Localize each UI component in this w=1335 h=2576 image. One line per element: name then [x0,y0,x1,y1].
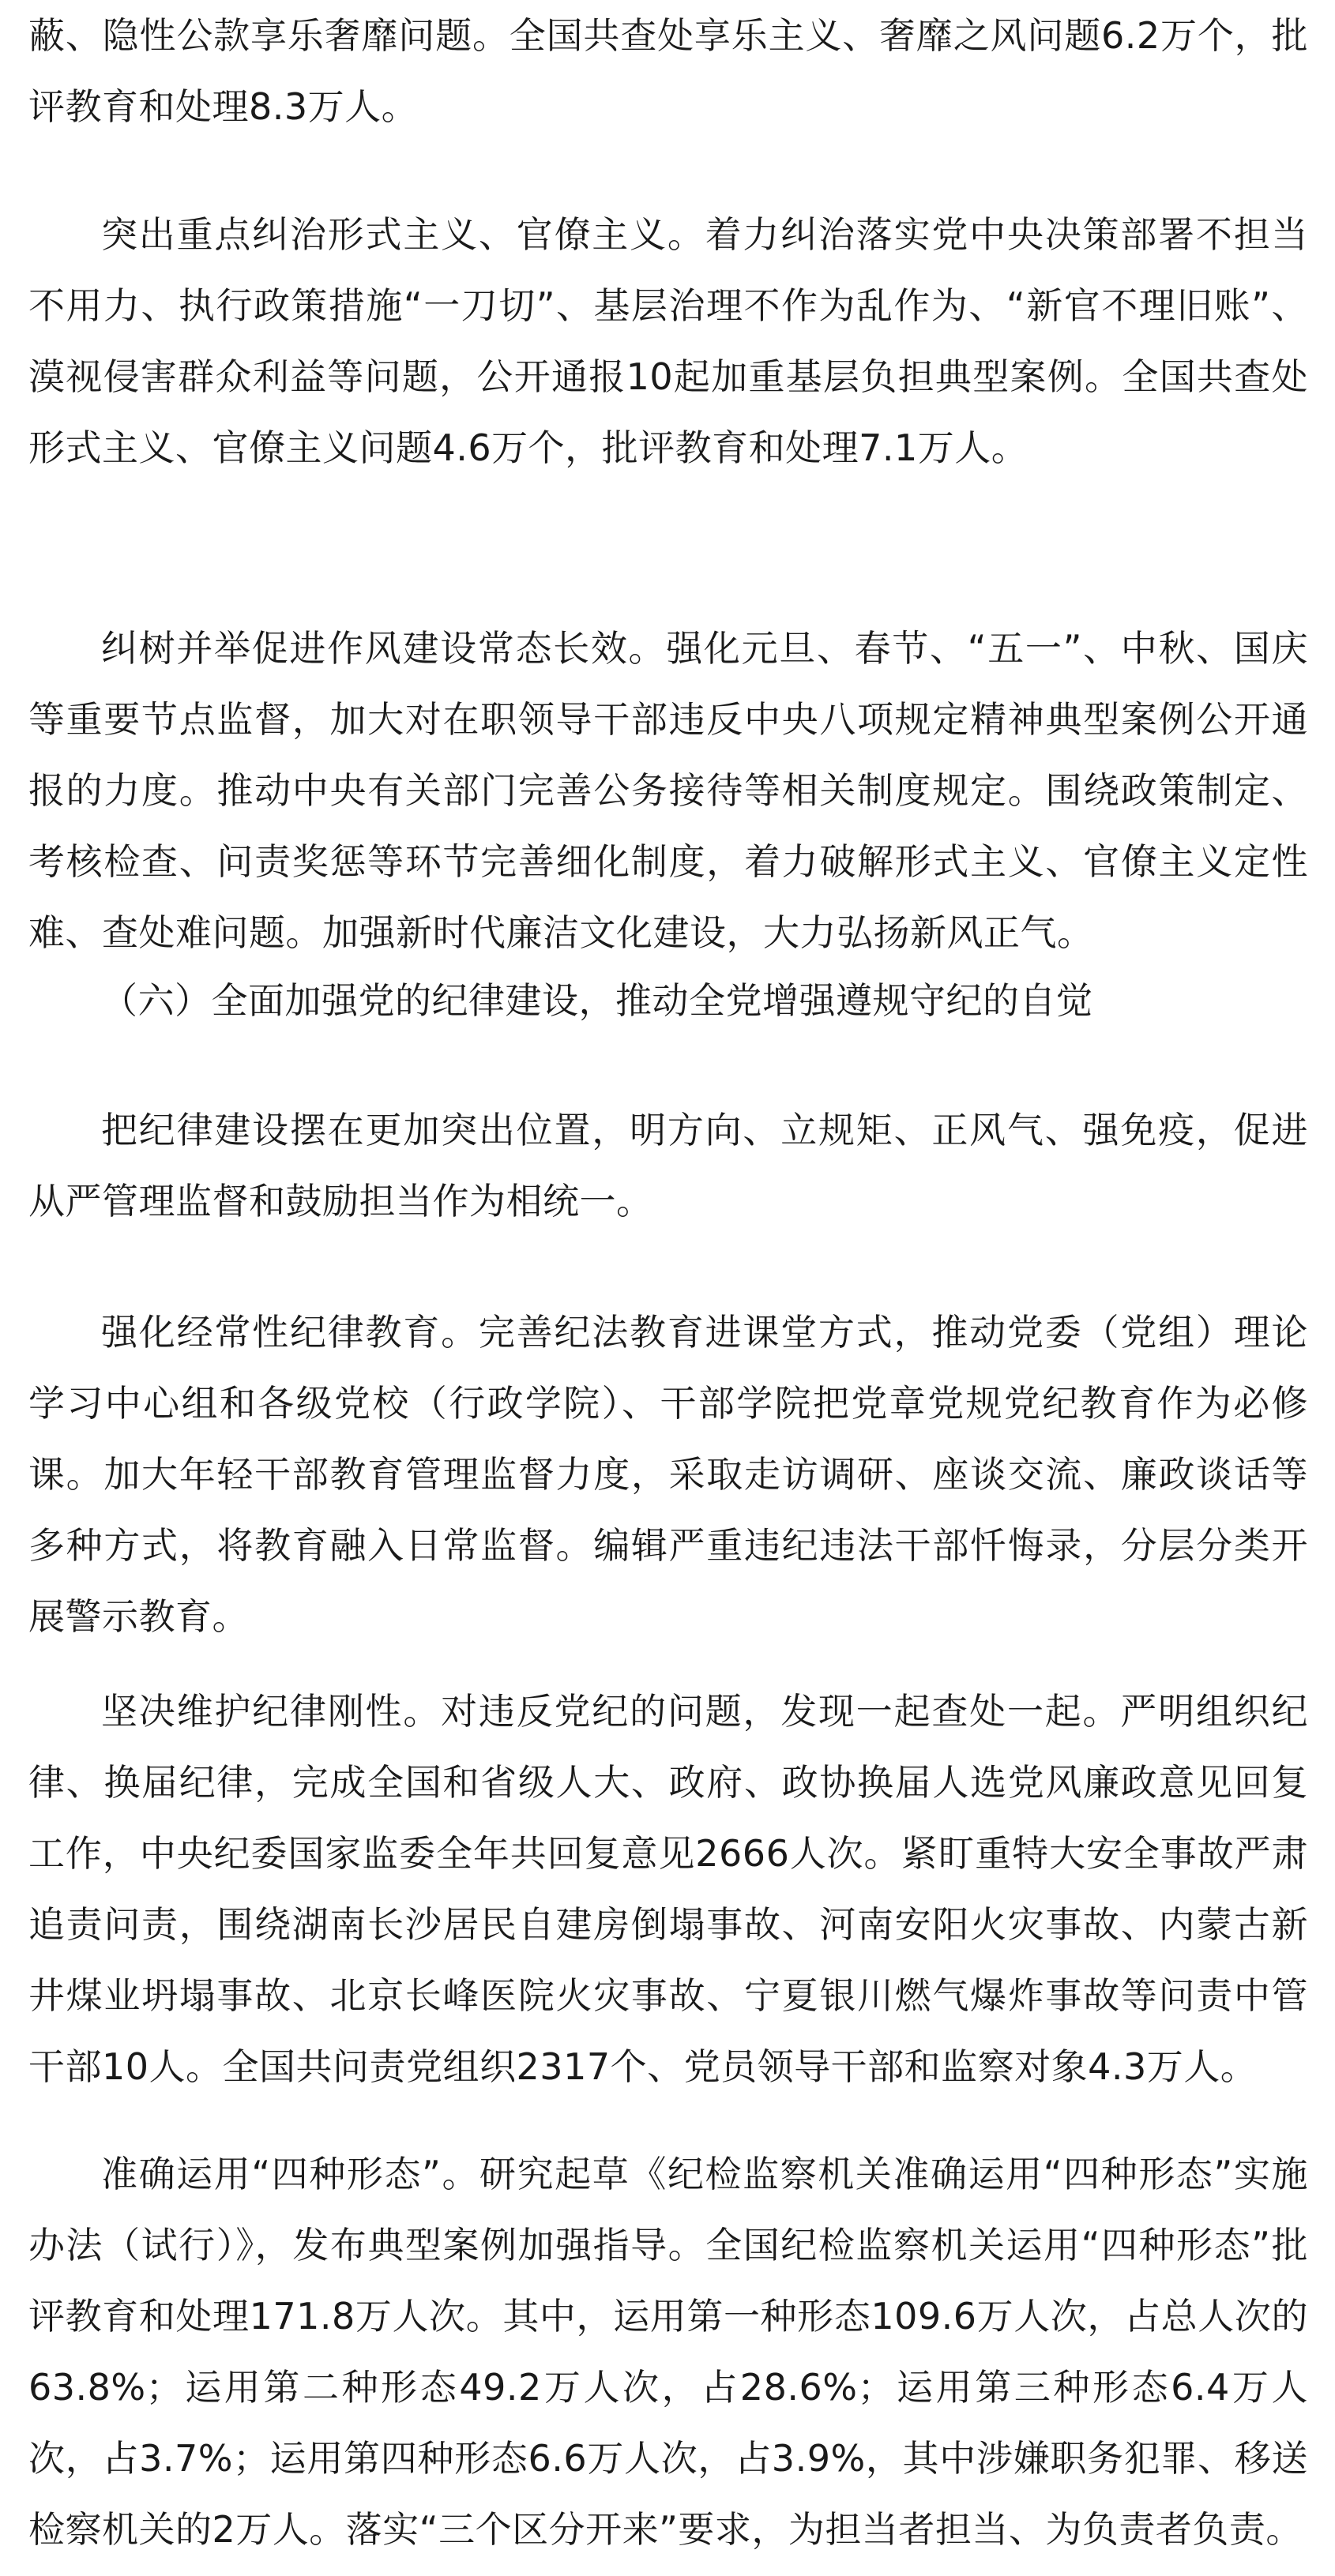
paragraph-3: 纠树并举促进作风建设常态长效。强化元旦、春节、“五一”、中秋、国庆等重要节点监督，加大对在职领导干部违反中央八项规定精神典型案例公开通报的力度。推动中央有关部门完善公务接待等相关制度规定。围绕政策制定、考核检查、问责奖惩等环节完善细化制度，着力破解形式主义、官僚主义定性难、查处难问题。加强新时代廉洁文化建设，大力弘扬新风正气。 [28,627,1308,954]
paragraph-1: 蔽、隐性公款享乐奢靡问题。全国共查处享乐主义、奢靡之风问题6.2万个，批评教育和处理8.3万人。 [28,14,1308,128]
paragraph-4: 把纪律建设摆在更加突出位置，明方向、立规矩、正风气、强免疫，促进从严管理监督和鼓励担当作为相统一。 [28,1109,1308,1222]
paragraph-2: 突出重点纠治形式主义、官僚主义。着力纠治落实党中央决策部署不担当不用力、执行政策措施“一刀切”、基层治理不作为乱作为、“新官不理旧账”、漠视侵害群众利益等问题，公开通报10起加重基层负担典型案例。全国共查处形式主义、官僚主义问题4.6万个，批评教育和处理7.1万人。 [28,213,1308,469]
paragraph-6: 坚决维护纪律刚性。对违反党纪的问题，发现一起查处一起。严明组织纪律、换届纪律，完成全国和省级人大、政府、政协换届人选党风廉政意见回复工作，中央纪委国家监委全年共回复意见2666人次。紧盯重特大安全事故严肃追责问责，围绕湖南长沙居民自建房倒塌事故、河南安阳火灾事故、内蒙古新井煤业坍塌事故、北京长峰医院火灾事故、宁夏银川燃气爆炸事故等问责中管干部10人。全国共问责党组织2317个、党员领导干部和监察对象4.3万人。 [28,1690,1308,2088]
paragraph-7: 准确运用“四种形态”。研究起草《纪检监察机关准确运用“四种形态”实施办法（试行）》，发布典型案例加强指导。全国纪检监察机关运用“四种形态”批评教育和处理171.8万人次。其中，运用第一种形态109.6万人次，占总人次的63.8%；运用第二种形态49.2万人次，占28.6%；运用第三种形态6.4万人次，占3.7%；运用第四种形态6.6万人次，占3.9%，其中涉嫌职务犯罪、移送检察机关的2万人。落实“三个区分开来”要求，为担当者担当、为负责者负责。 [28,2153,1308,2551]
paragraph-5: 强化经常性纪律教育。完善纪法教育进课堂方式，推动党委（党组）理论学习中心组和各级党校（行政学院）、干部学院把党章党规党纪教育作为必修课。加大年轻干部教育管理监督力度，采取走访调研、座谈交流、廉政谈话等多种方式，将教育融入日常监督。编辑严重违纪违法干部忏悔录，分层分类开展警示教育。 [28,1311,1308,1638]
section-heading-6: （六）全面加强党的纪律建设，推动全党增强遵规守纪的自觉 [101,979,1093,1022]
